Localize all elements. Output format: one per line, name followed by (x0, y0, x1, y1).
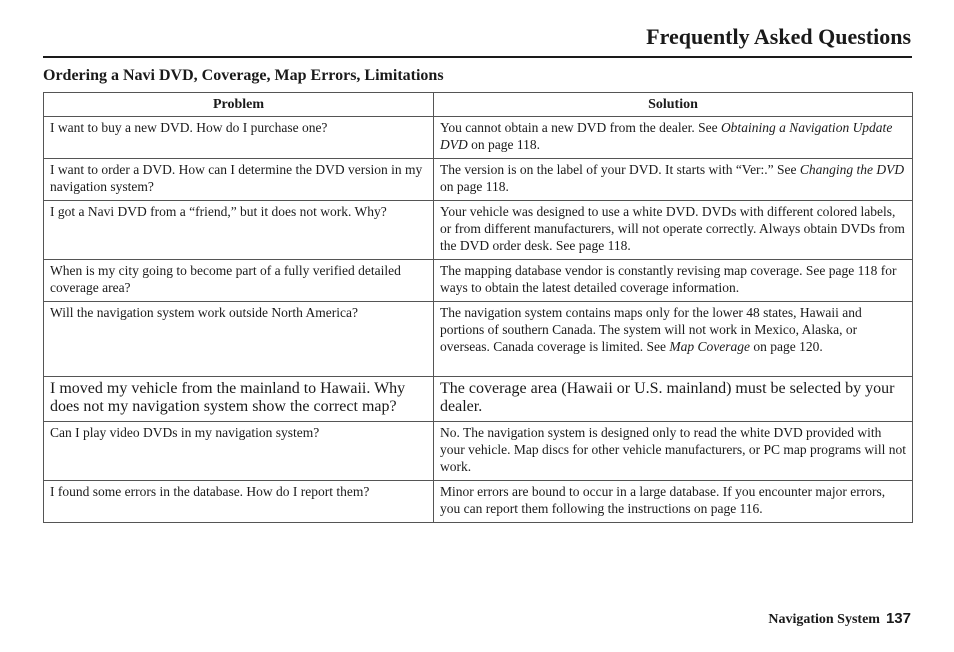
column-header-solution: Solution (434, 93, 913, 117)
solution-cell: You cannot obtain a new DVD from the dealer. See Obtaining a Navigation Update DVD on page 118. (434, 117, 913, 159)
manual-reference: Obtaining a Navigation Update DVD (440, 120, 893, 152)
problem-cell: Will the navigation system work outside North America? (44, 302, 434, 377)
problem-cell: Can I play video DVDs in my navigation system? (44, 422, 434, 481)
problem-cell: I found some errors in the database. How do I report them? (44, 481, 434, 523)
solution-cell: The mapping database vendor is constantly revising map coverage. See page 118 for ways to obtain the latest detailed coverage information. (434, 260, 913, 302)
table-row (44, 422, 913, 481)
table-row (44, 377, 913, 422)
solution-cell: Your vehicle was designed to use a white DVD. DVDs with different colored labels, or from different manufacturers, will not operate correctly. Always obtain DVDs from the DVD order desk. See page 118. (434, 201, 913, 260)
problem-cell: When is my city going to become part of a fully verified detailed coverage area? (44, 260, 434, 302)
problem-cell: I want to order a DVD. How can I determine the DVD version in my navigation system? (44, 159, 434, 201)
section-heading: Ordering a Navi DVD, Coverage, Map Errors, Limitations (43, 67, 444, 84)
table-header-row (44, 93, 913, 117)
problem-cell: I want to buy a new DVD. How do I purchase one? (44, 117, 434, 159)
table-row (44, 260, 913, 302)
table-row (44, 117, 913, 159)
table-row (44, 201, 913, 260)
table-row (44, 302, 913, 377)
column-header-problem: Problem (44, 93, 434, 117)
problem-cell: I moved my vehicle from the mainland to Hawaii. Why does not my navigation system show the correct map? (44, 377, 434, 422)
title-rule (43, 56, 912, 58)
solution-cell: The version is on the label of your DVD. It starts with “Ver:.” See Changing the DVD on page 118. (434, 159, 913, 201)
page-number: 137 (885, 610, 911, 627)
problem-cell: I got a Navi DVD from a “friend,” but it does not work. Why? (44, 201, 434, 260)
solution-cell: The coverage area (Hawaii or U.S. mainland) must be selected by your dealer. (434, 377, 913, 422)
manual-reference: Changing the DVD (799, 162, 905, 177)
solution-cell: Minor errors are bound to occur in a large database. If you encounter major errors, you can report them following the instructions on page 116. (434, 481, 913, 523)
solution-cell: The navigation system contains maps only for the lower 48 states, Hawaii and portions of southern Canada. The system will not work in Mexico, Alaska, or overseas. Canada coverage is limited. See Map Coverage on page 120. (434, 302, 913, 377)
manual-reference: Map Coverage (669, 339, 751, 354)
table-row (44, 481, 913, 523)
solution-cell: No. The navigation system is designed only to read the white DVD provided with your vehicle. Map discs for other vehicle manufacturers, or PC map programs will not work. (434, 422, 913, 481)
page-footer (768, 610, 911, 628)
page-title: Frequently Asked Questions (646, 24, 911, 49)
faq-table (43, 92, 913, 523)
table-row (44, 159, 913, 201)
footer-label: Navigation System (768, 612, 880, 627)
